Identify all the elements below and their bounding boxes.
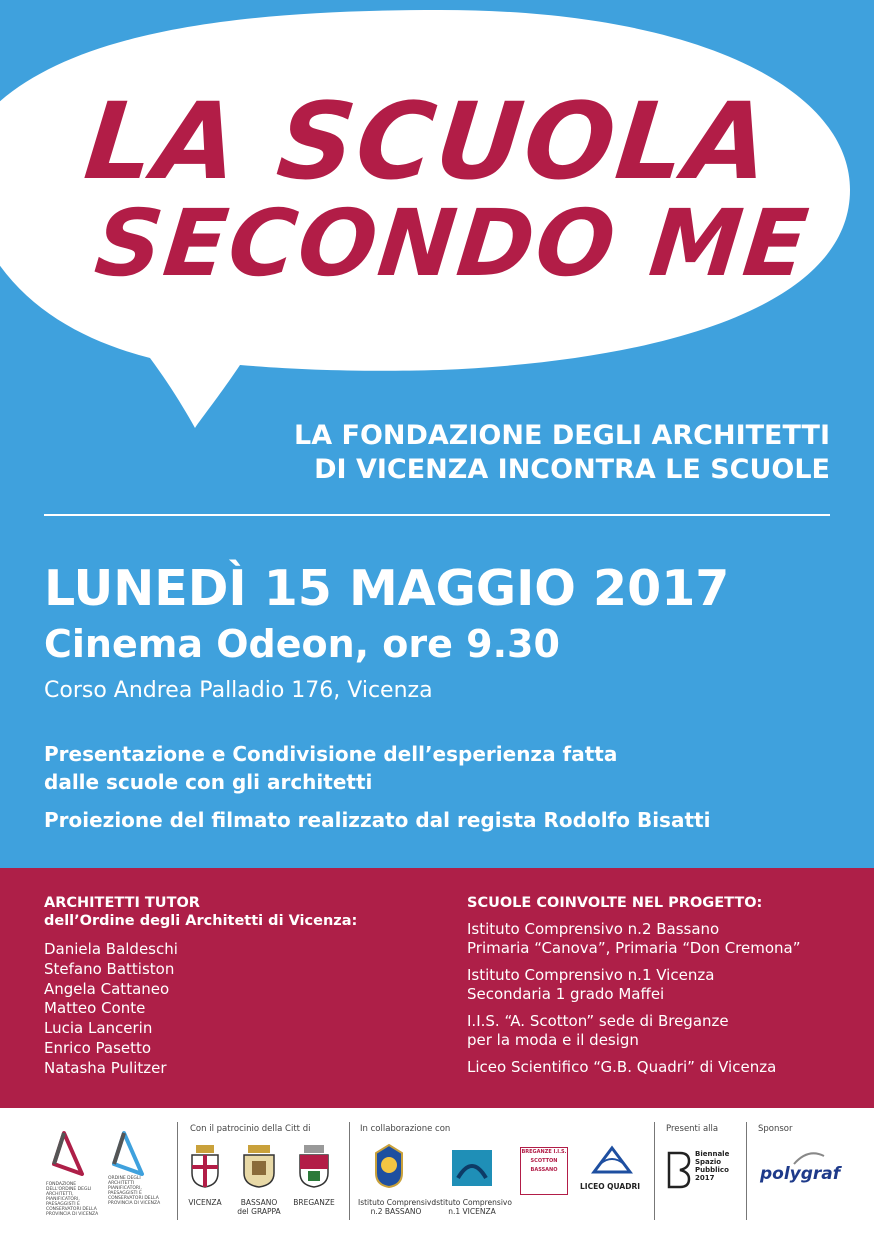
school-entry <box>467 920 801 958</box>
school-entry <box>467 1012 801 1050</box>
istituto-bassano-logo-icon <box>372 1143 406 1189</box>
tutor-list <box>44 940 357 1079</box>
schools-heading: SCUOLE COINVOLTE NEL PROGETTO: <box>467 895 763 911</box>
event-description-3: Proiezione del filmato realizzato dal regista Rodolfo Bisatti <box>44 808 711 832</box>
polygraf-logo: polygraf <box>760 1164 841 1184</box>
foundation-logo-text: FONDAZIONE DELL'ORDINE DEGLI ARCHITETTI, PIANIFICATORI, PAESAGGISTI E CONSERVATORI DELLA PROVINCIA DI VICENZA <box>46 1182 99 1217</box>
biennale-logo-icon <box>666 1150 692 1190</box>
scotton-logo: BREGANZE I.I.S. SCOTTON BASSANO <box>520 1147 568 1195</box>
tutor-name: Angela Cattaneo <box>44 979 170 998</box>
event-date: LUNEDÌ 15 MAGGIO 2017 <box>44 560 730 617</box>
ordine-logo-text: ORDINE DEGLI ARCHITETTI PIANIFICATORI, PAESAGGISTI E CONSERVATORI DELLA PROVINCIA DI VICENZA <box>108 1176 161 1206</box>
istituto-vicenza-logo-icon <box>450 1148 494 1188</box>
tutor-name: Matteo Conte <box>44 999 146 1018</box>
presenti-label: Presenti alla <box>666 1124 719 1134</box>
school-line: I.I.S. “A. Scotton” sede di Breganze <box>467 1012 729 1030</box>
footer-divider <box>349 1122 350 1220</box>
tutors-column <box>44 894 357 1079</box>
school-line: Secondaria 1 grado Maffei <box>467 985 665 1003</box>
tutor-name: Enrico Pasetto <box>44 1038 152 1057</box>
liceo-quadri-logo-icon <box>586 1144 638 1180</box>
event-venue: Cinema Odeon, ore 9.30 <box>44 622 560 666</box>
collaborazione-label: In collaborazione con <box>360 1124 451 1134</box>
tutor-name: Lucia Lancerin <box>44 1019 153 1038</box>
tutor-name: Natasha Pulitzer <box>44 1058 167 1077</box>
tutors-heading: ARCHITETTI TUTOR <box>44 895 200 911</box>
subtitle-line-1: LA FONDAZIONE DEGLI ARCHITETTI <box>294 420 830 451</box>
school-line: Liceo Scientifico “G.B. Quadri” di Vicenza <box>467 1058 777 1076</box>
istituto-bassano-label: Istituto Comprensivo n.2 BASSANO <box>358 1198 436 1216</box>
liceo-quadri-label: LICEO QUADRI <box>580 1182 641 1191</box>
biennale-label: Biennale Spazio Pubblico 2017 <box>695 1150 730 1182</box>
school-entry <box>467 1058 801 1077</box>
school-line: Istituto Comprensivo n.2 Bassano <box>467 920 720 938</box>
schools-column <box>467 894 801 1077</box>
footer-divider <box>177 1122 178 1220</box>
city-label-bassano: BASSANO del GRAPPA <box>237 1198 281 1216</box>
foundation-logo-icon <box>50 1130 86 1180</box>
sponsor-label: Sponsor <box>758 1124 793 1134</box>
title-line-1: LA SCUOLA <box>79 80 777 203</box>
school-line: Primaria “Canova”, Primaria “Don Cremona” <box>467 939 801 957</box>
tutor-name: Stefano Battiston <box>44 959 175 978</box>
event-address: Corso Andrea Palladio 176, Vicenza <box>44 678 433 703</box>
school-entry <box>467 966 801 1004</box>
event-description-1: Presentazione e Condivisione dell’esperienza fatta <box>44 742 618 766</box>
vicenza-crest-icon <box>188 1143 222 1189</box>
patrocinio-label: Con il patrocinio della Citt di <box>190 1124 311 1134</box>
subtitle-line-2: DI VICENZA INCONTRA LE SCUOLE <box>314 454 830 485</box>
ordine-logo-icon <box>110 1130 146 1180</box>
tutors-subheading: dell’Ordine degli Architetti di Vicenza: <box>44 913 358 929</box>
title-line-2: SECONDO ME <box>90 190 815 297</box>
city-label-vicenza: VICENZA <box>188 1198 222 1207</box>
footer-divider <box>654 1122 655 1220</box>
divider <box>44 514 830 516</box>
event-description-2: dalle scuole con gli architetti <box>44 770 373 794</box>
footer-divider <box>746 1122 747 1220</box>
school-line: Istituto Comprensivo n.1 Vicenza <box>467 966 715 984</box>
school-line: per la moda e il design <box>467 1031 639 1049</box>
tutor-name: Daniela Baldeschi <box>44 940 178 958</box>
istituto-vicenza-label: Istituto Comprensivo n.1 VICENZA <box>434 1198 512 1216</box>
breganze-crest-icon <box>296 1143 332 1189</box>
city-label-breganze: BREGANZE <box>293 1198 335 1207</box>
bassano-crest-icon <box>238 1143 280 1189</box>
